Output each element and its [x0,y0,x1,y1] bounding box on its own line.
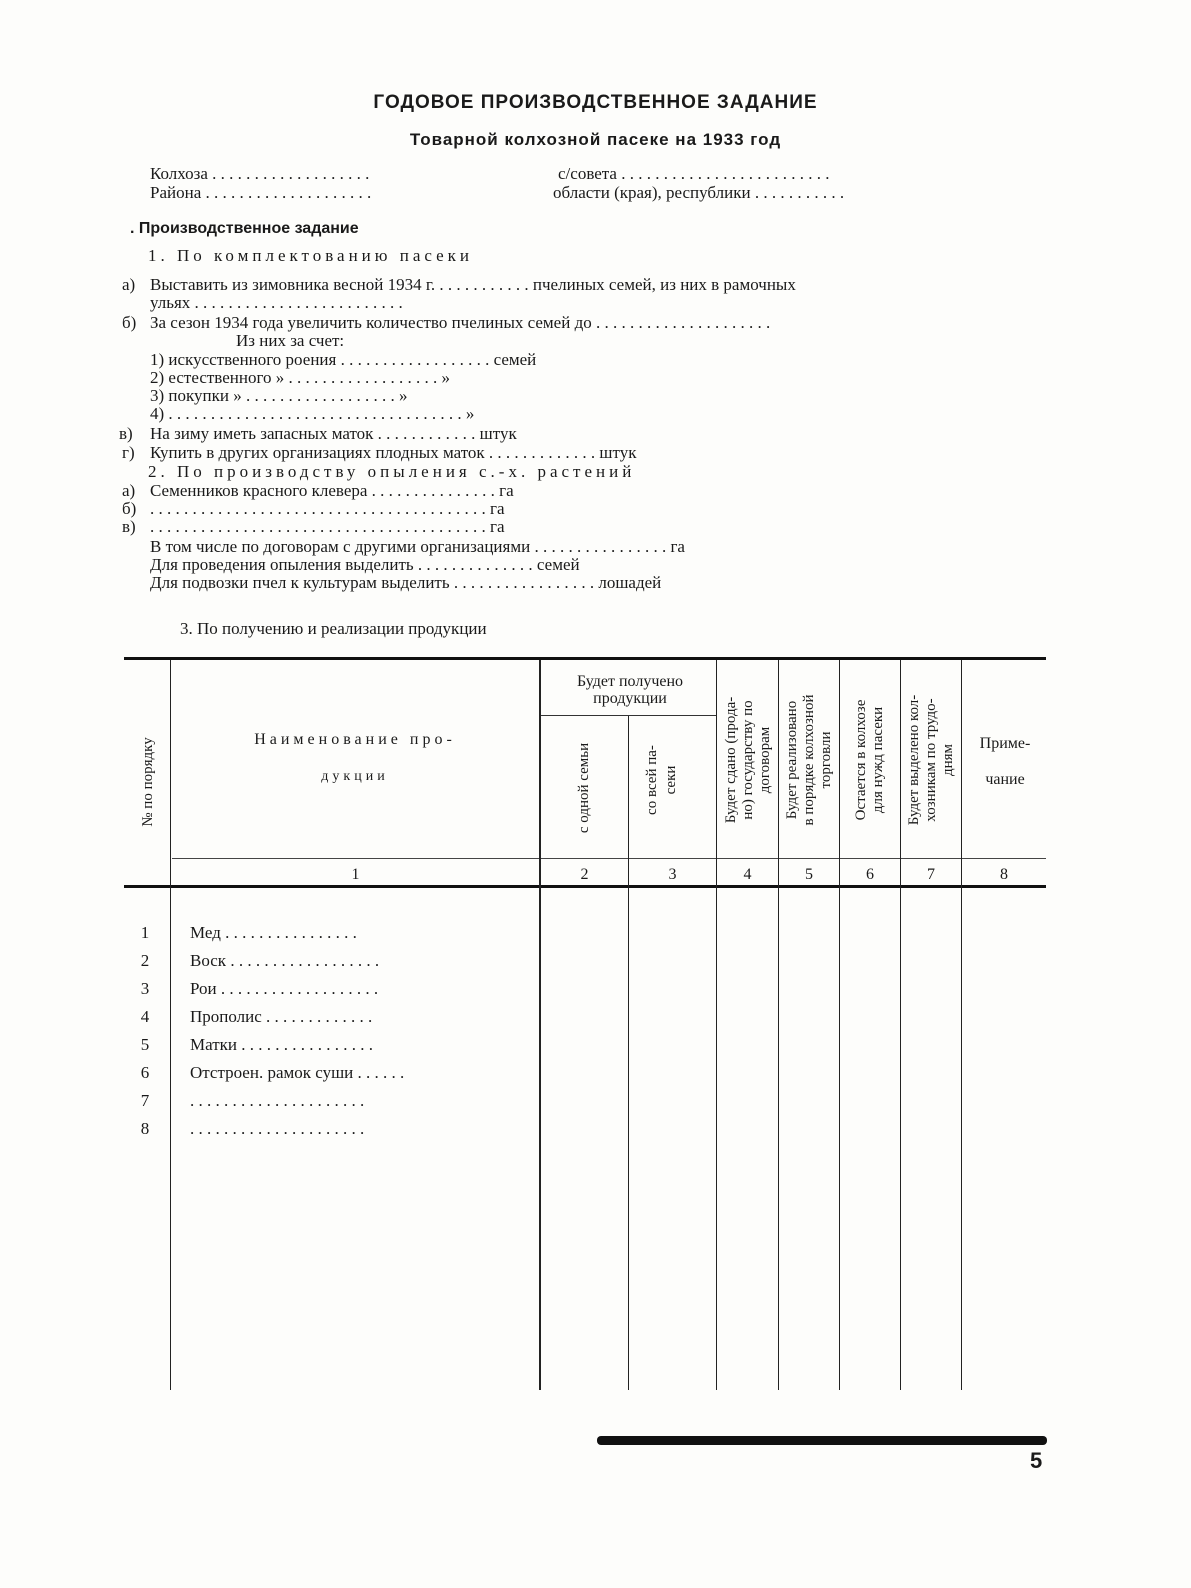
part2-contracts: В том числе по договорам с другими организациями . . . . . . . . . . . . . . . . га [150,537,685,556]
row-name: Мед . . . . . . . . . . . . . . . . [190,923,357,942]
col-4-header-1: Будет сдано (прода- [723,696,739,824]
vline-4 [716,660,717,1390]
part3-heading: 3. По получению и реализации продукции [180,619,487,638]
col-name-header-1: Наименование про- [254,731,456,748]
row-name: . . . . . . . . . . . . . . . . . . . . . [190,1119,365,1138]
part1-heading: 1. По комплектованию пасеки [148,246,474,265]
part2-v-text: . . . . . . . . . . . . . . . . . . . . . . . . . . . . . . . . . . . . . . . . га [150,517,505,536]
part2-horses: Для подвозки пчел к культурам выделить . . . . . . . . . . . . . . . . . лошадей [150,573,662,592]
col-number: 2 [580,866,589,883]
part1-g-text: Купить в других организациях плодных маток . . . . . . . . . . . . . штук [150,443,637,462]
col-number: 3 [668,866,677,883]
section-heading: . Производственное задание [130,220,359,237]
vline-7 [900,660,901,1390]
part1-sub1: 1) искусственного роения . . . . . . . . . . . . . . . . . . семей [150,350,537,369]
part1-a-text: Выставить из зимовника весной 1934 г. . . . . . . . . . . . пчелиных семей, из них в рамочных [150,275,796,294]
col-3-header-1: со всей па- [644,745,660,815]
page-number: 5 [1030,1448,1043,1473]
col-name-header-2: дукции [321,769,389,784]
col-number: 1 [351,866,360,883]
part1-from-them: Из них за счет: [236,331,345,350]
table-colnum-rule [172,858,1046,859]
part2-v-label: в) [122,517,136,536]
table-top-rule [124,657,1046,660]
part1-b-label: б) [122,313,137,332]
page-subtitle: Товарной колхозной пасеке на 1933 год [409,130,782,149]
row-name: Воск . . . . . . . . . . . . . . . . . . [190,951,380,970]
col-group-header: Будет получено продукции [576,673,684,707]
col-number: 8 [1000,866,1008,883]
part2-families: Для проведения опыления выделить . . . . . . . . . . . . . . семей [150,555,580,574]
part2-heading: 2. По производству опыления с.-х. растений [148,462,636,481]
oblast-field: области (края), республики . . . . . . . . . . . [553,183,845,202]
col-8-header-1: Приме- [979,735,1031,752]
row-name: Матки . . . . . . . . . . . . . . . . [190,1035,374,1054]
vline-6 [839,660,840,1390]
col-8-header-2: чание [985,771,1025,788]
part1-sub2: 2) естественного » . . . . . . . . . . . . . . . . . . » [150,368,451,387]
part2-b-text: . . . . . . . . . . . . . . . . . . . . . . . . . . . . . . . . . . . . . . . . га [150,499,505,518]
kolkhoz-field: Колхоза . . . . . . . . . . . . . . . . . . . [150,164,370,183]
vline-8 [961,660,962,1390]
part1-a-cont: ульях . . . . . . . . . . . . . . . . . . . . . . . . . [150,293,403,312]
row-number: 4 [140,1007,150,1026]
row-number: 3 [140,979,150,998]
row-number: 2 [140,951,150,970]
part1-b-text: За сезон 1934 года увеличить количество пчелиных семей до . . . . . . . . . . . . . . . . . . . . . [150,313,771,332]
vline-2 [539,660,541,1390]
row-number: 7 [140,1091,150,1110]
col-2-header: с одной семьи [576,742,592,834]
table-header-rule [124,885,1046,888]
col-number: 5 [805,866,813,883]
col-6-header-1: Остается в колхозе [853,699,869,821]
part2-b-label: б) [122,499,137,518]
row-number: 6 [140,1063,150,1082]
row-name: Рои . . . . . . . . . . . . . . . . . . . [190,979,379,998]
col-7-header-3: дням [940,743,956,777]
row-name: Прополис . . . . . . . . . . . . . [190,1007,373,1026]
col-5-header-1: Будет реализовано [784,700,800,820]
row-number: 1 [140,923,150,942]
rayon-field: Района . . . . . . . . . . . . . . . . . . . . [150,183,372,202]
col-6-header-2: для нужд пасеки [870,706,886,814]
page-title: ГОДОВОЕ ПРОИЗВОДСТВЕННОЕ ЗАДАНИЕ [373,92,818,113]
col-4-header-3: договорам [757,726,773,794]
row-number: 8 [140,1119,150,1138]
col-7-header-1: Будет выделено кол- [906,694,922,826]
footer-bar [597,1436,1047,1445]
col-number: 6 [866,866,874,883]
col-number: 7 [927,866,935,883]
part1-a-label: а) [122,275,136,294]
row-name: . . . . . . . . . . . . . . . . . . . . . [190,1091,365,1110]
row-number: 5 [140,1035,150,1054]
col-number: 4 [743,866,752,883]
col-3-header-2: секи [663,765,679,795]
col-7-header-2: хозникам по трудо- [923,698,939,822]
selsovet-field: с/совета . . . . . . . . . . . . . . . . . . . . . . . . . [558,164,830,183]
part1-sub4: 4) . . . . . . . . . . . . . . . . . . . . . . . . . . . . . . . . . . . » [150,404,475,423]
col-4-header-2: но) государству по [740,700,756,820]
vline-1 [170,660,171,1390]
vline-5 [778,660,779,1390]
part1-g-label: г) [122,443,135,462]
part2-a-text: Семенников красного клевера . . . . . . . . . . . . . . . га [150,481,514,500]
part1-v-text: На зиму иметь запасных маток . . . . . . . . . . . . штук [150,424,517,443]
part1-sub3: 3) покупки » . . . . . . . . . . . . . . . . . . » [150,386,408,405]
col-order-header: № по порядку [140,737,156,827]
part2-a-label: а) [122,481,136,500]
part1-v-label: в) [119,424,133,443]
vline-3 [628,716,629,1390]
row-name: Отстроен. рамок суши . . . . . . [190,1063,405,1082]
col-5-header-2: в порядке колхозной [801,694,817,826]
col-5-header-3: торговли [818,731,834,789]
